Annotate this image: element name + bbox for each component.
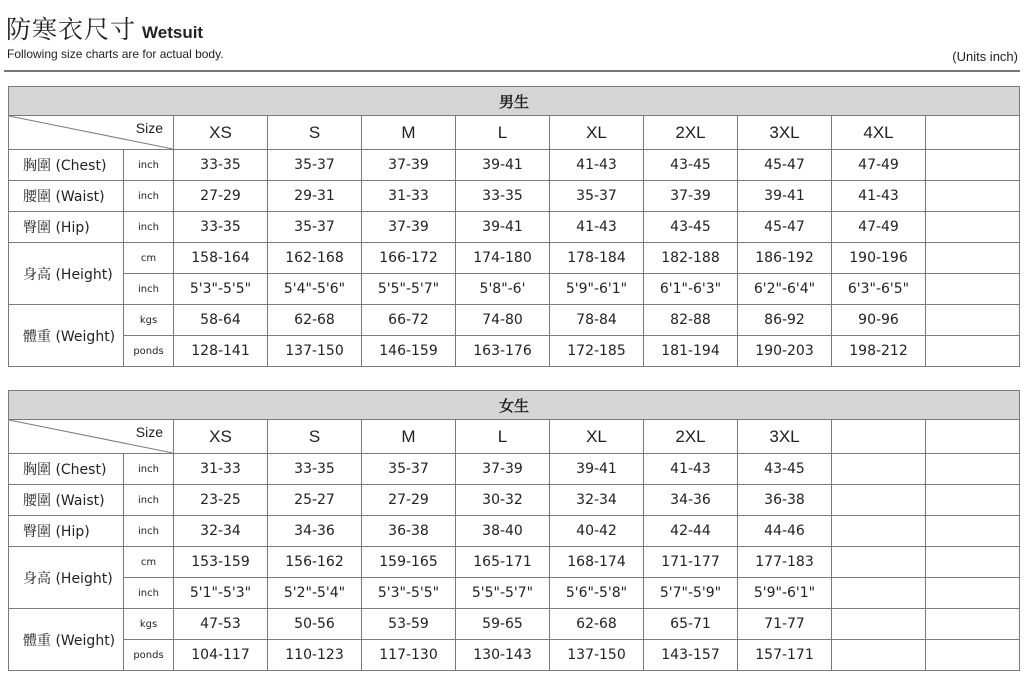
- table-cell: 41-43: [550, 150, 644, 181]
- table-cell: [926, 454, 1020, 485]
- table-cell: 53-59: [362, 609, 456, 640]
- table-cell: 32-34: [174, 516, 268, 547]
- women-size-table: [8, 390, 1020, 671]
- table-cell: 71-77: [738, 609, 832, 640]
- measure-label: 腰圍 (Waist): [9, 485, 124, 516]
- size-header: [832, 420, 926, 454]
- table-cell: 58-64: [174, 305, 268, 336]
- table-cell: 117-130: [362, 640, 456, 671]
- size-header: XS: [174, 420, 268, 454]
- table-cell: 165-171: [456, 547, 550, 578]
- table-cell: 47-49: [832, 212, 926, 243]
- table-cell: 181-194: [644, 336, 738, 367]
- table-cell: 62-68: [268, 305, 362, 336]
- table-cell: 31-33: [174, 454, 268, 485]
- table-cell: 31-33: [362, 181, 456, 212]
- table-cell: 157-171: [738, 640, 832, 671]
- table-cell: [926, 212, 1020, 243]
- unit-label: inch: [124, 578, 174, 609]
- table-cell: [926, 547, 1020, 578]
- size-corner-cell: [9, 116, 174, 150]
- table-cell: [832, 578, 926, 609]
- table-cell: 128-141: [174, 336, 268, 367]
- table-cell: 41-43: [550, 212, 644, 243]
- measure-label: 臀圍 (Hip): [9, 516, 124, 547]
- table-cell: [832, 516, 926, 547]
- size-label: Size: [135, 424, 163, 440]
- table-cell: [926, 305, 1020, 336]
- unit-label: inch: [124, 150, 174, 181]
- table-cell: [926, 181, 1020, 212]
- table-cell: 35-37: [362, 454, 456, 485]
- table-cell: 44-46: [738, 516, 832, 547]
- table-cell: 37-39: [362, 212, 456, 243]
- table-cell: 65-71: [644, 609, 738, 640]
- measure-label: 腰圍 (Waist): [9, 181, 124, 212]
- table-cell: 33-35: [268, 454, 362, 485]
- size-header: 2XL: [644, 420, 738, 454]
- table-cell: 33-35: [174, 212, 268, 243]
- table-cell: 190-203: [738, 336, 832, 367]
- table-cell: 39-41: [550, 454, 644, 485]
- table-cell: 5'1"-5'3": [174, 578, 268, 609]
- table-cell: [926, 640, 1020, 671]
- table-cell: 5'3"-5'5": [362, 578, 456, 609]
- units-note: (Units inch): [952, 49, 1018, 64]
- table-cell: 6'3"-6'5": [832, 274, 926, 305]
- table-cell: 47-53: [174, 609, 268, 640]
- table-cell: 30-32: [456, 485, 550, 516]
- measure-label: 胸圍 (Chest): [9, 454, 124, 485]
- table-cell: 5'5"-5'7": [362, 274, 456, 305]
- table-cell: 156-162: [268, 547, 362, 578]
- table-cell: 110-123: [268, 640, 362, 671]
- table-cell: 5'4"-5'6": [268, 274, 362, 305]
- table-cell: 62-68: [550, 609, 644, 640]
- table-cell: [926, 243, 1020, 274]
- size-header: XL: [550, 420, 644, 454]
- table-cell: 5'7"-5'9": [644, 578, 738, 609]
- table-cell: 82-88: [644, 305, 738, 336]
- table-cell: [926, 609, 1020, 640]
- table-cell: 34-36: [644, 485, 738, 516]
- measure-label: 體重 (Weight): [9, 609, 124, 671]
- table-cell: 182-188: [644, 243, 738, 274]
- table-cell: 186-192: [738, 243, 832, 274]
- table-cell: 42-44: [644, 516, 738, 547]
- table-cell: 5'9"-6'1": [550, 274, 644, 305]
- table-cell: 86-92: [738, 305, 832, 336]
- table-cell: 166-172: [362, 243, 456, 274]
- table-cell: 36-38: [362, 516, 456, 547]
- unit-label: inch: [124, 516, 174, 547]
- subtitle: Following size charts are for actual body.: [7, 47, 224, 61]
- size-header: S: [268, 420, 362, 454]
- table-cell: 35-37: [268, 150, 362, 181]
- table-cell: 153-159: [174, 547, 268, 578]
- title-chinese: 防寒衣尺寸: [6, 15, 137, 44]
- table-cell: 90-96: [832, 305, 926, 336]
- section-title: 男生: [9, 87, 1020, 116]
- table-cell: 178-184: [550, 243, 644, 274]
- unit-label: inch: [124, 212, 174, 243]
- table-cell: [832, 547, 926, 578]
- table-cell: 177-183: [738, 547, 832, 578]
- unit-label: inch: [124, 181, 174, 212]
- table-cell: 159-165: [362, 547, 456, 578]
- table-cell: 43-45: [644, 212, 738, 243]
- men-size-table: [8, 86, 1020, 367]
- table-cell: 50-56: [268, 609, 362, 640]
- table-cell: 45-47: [738, 150, 832, 181]
- table-cell: [832, 640, 926, 671]
- table-cell: 40-42: [550, 516, 644, 547]
- measure-label: 身高 (Height): [9, 547, 124, 609]
- table-cell: [832, 609, 926, 640]
- size-header: L: [456, 116, 550, 150]
- unit-label: kgs: [124, 609, 174, 640]
- size-header: M: [362, 116, 456, 150]
- table-cell: 39-41: [456, 212, 550, 243]
- table-cell: 143-157: [644, 640, 738, 671]
- table-cell: 5'9"-6'1": [738, 578, 832, 609]
- unit-label: inch: [124, 274, 174, 305]
- measure-label: 體重 (Weight): [9, 305, 124, 367]
- table-cell: 78-84: [550, 305, 644, 336]
- table-cell: 33-35: [456, 181, 550, 212]
- size-header: 2XL: [644, 116, 738, 150]
- table-cell: 32-34: [550, 485, 644, 516]
- size-header: [926, 420, 1020, 454]
- table-cell: 39-41: [456, 150, 550, 181]
- table-cell: 38-40: [456, 516, 550, 547]
- unit-label: ponds: [124, 336, 174, 367]
- size-header: 3XL: [738, 116, 832, 150]
- table-cell: 43-45: [644, 150, 738, 181]
- table-cell: 37-39: [456, 454, 550, 485]
- table-cell: 27-29: [174, 181, 268, 212]
- table-cell: 41-43: [832, 181, 926, 212]
- table-cell: 45-47: [738, 212, 832, 243]
- table-cell: 5'8"-6': [456, 274, 550, 305]
- table-cell: 163-176: [456, 336, 550, 367]
- table-cell: 5'5"-5'7": [456, 578, 550, 609]
- table-cell: 29-31: [268, 181, 362, 212]
- size-header: L: [456, 420, 550, 454]
- unit-label: inch: [124, 454, 174, 485]
- table-cell: 33-35: [174, 150, 268, 181]
- size-header: 4XL: [832, 116, 926, 150]
- measure-label: 身高 (Height): [9, 243, 124, 305]
- table-cell: 137-150: [550, 640, 644, 671]
- table-cell: [926, 516, 1020, 547]
- table-cell: 37-39: [362, 150, 456, 181]
- table-cell: 36-38: [738, 485, 832, 516]
- size-corner-cell: [9, 420, 174, 454]
- size-header: 3XL: [738, 420, 832, 454]
- section-title: 女生: [9, 391, 1020, 420]
- table-cell: 66-72: [362, 305, 456, 336]
- table-cell: 130-143: [456, 640, 550, 671]
- table-cell: [926, 578, 1020, 609]
- unit-label: ponds: [124, 640, 174, 671]
- table-cell: 162-168: [268, 243, 362, 274]
- table-cell: [926, 485, 1020, 516]
- unit-label: kgs: [124, 305, 174, 336]
- table-cell: 34-36: [268, 516, 362, 547]
- table-cell: 5'3"-5'5": [174, 274, 268, 305]
- table-cell: 39-41: [738, 181, 832, 212]
- table-cell: 35-37: [550, 181, 644, 212]
- table-cell: 137-150: [268, 336, 362, 367]
- table-cell: 104-117: [174, 640, 268, 671]
- size-header: M: [362, 420, 456, 454]
- unit-label: inch: [124, 485, 174, 516]
- table-cell: 27-29: [362, 485, 456, 516]
- table-cell: 25-27: [268, 485, 362, 516]
- table-cell: 6'1"-6'3": [644, 274, 738, 305]
- table-cell: 6'2"-6'4": [738, 274, 832, 305]
- table-cell: [926, 274, 1020, 305]
- table-cell: 59-65: [456, 609, 550, 640]
- table-cell: 47-49: [832, 150, 926, 181]
- table-cell: [832, 454, 926, 485]
- size-header: XS: [174, 116, 268, 150]
- table-cell: 74-80: [456, 305, 550, 336]
- table-cell: 35-37: [268, 212, 362, 243]
- table-cell: 5'2"-5'4": [268, 578, 362, 609]
- table-cell: [832, 485, 926, 516]
- unit-label: cm: [124, 547, 174, 578]
- table-cell: 190-196: [832, 243, 926, 274]
- table-cell: 5'6"-5'8": [550, 578, 644, 609]
- table-cell: 172-185: [550, 336, 644, 367]
- size-header: [926, 116, 1020, 150]
- title-english: Wetsuit: [142, 23, 204, 42]
- measure-label: 胸圍 (Chest): [9, 150, 124, 181]
- table-cell: 146-159: [362, 336, 456, 367]
- table-cell: 174-180: [456, 243, 550, 274]
- size-header: S: [268, 116, 362, 150]
- table-cell: 37-39: [644, 181, 738, 212]
- table-cell: 43-45: [738, 454, 832, 485]
- table-cell: 198-212: [832, 336, 926, 367]
- size-label: Size: [135, 120, 163, 136]
- size-header: XL: [550, 116, 644, 150]
- measure-label: 臀圍 (Hip): [9, 212, 124, 243]
- table-cell: 23-25: [174, 485, 268, 516]
- header-divider: [4, 70, 1020, 72]
- page-title: [6, 10, 203, 46]
- unit-label: cm: [124, 243, 174, 274]
- table-cell: [926, 336, 1020, 367]
- table-cell: 158-164: [174, 243, 268, 274]
- table-cell: [926, 150, 1020, 181]
- table-cell: 171-177: [644, 547, 738, 578]
- table-cell: 41-43: [644, 454, 738, 485]
- table-cell: 168-174: [550, 547, 644, 578]
